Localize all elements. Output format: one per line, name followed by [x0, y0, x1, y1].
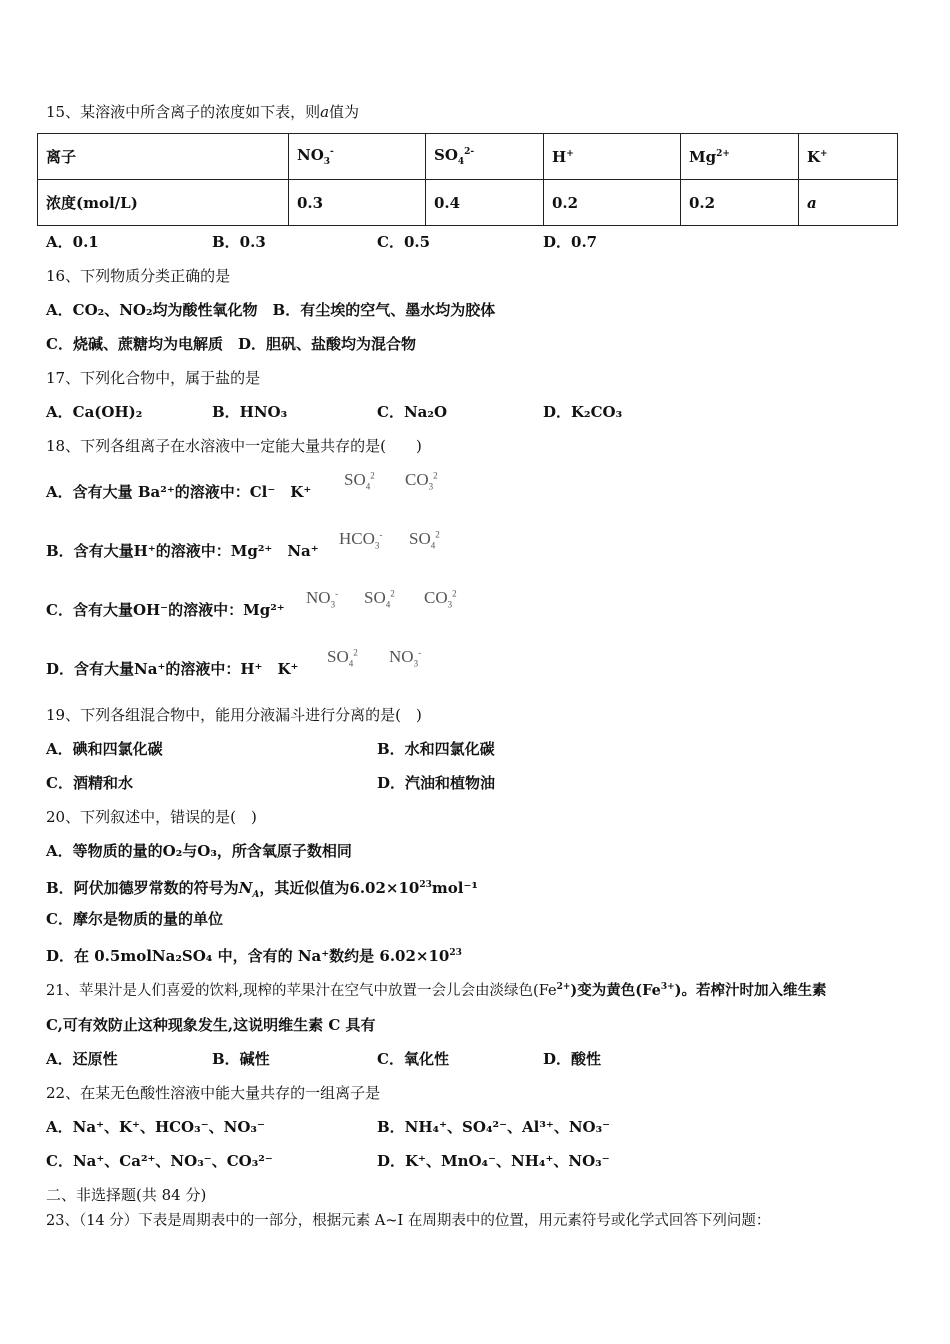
- q20-option-b[interactable]: B．阿伏加德罗常数的符号为$N_A$，其近似值为$6.02\times 10^{23}mol^{-1}$: [46, 879, 478, 900]
- q17-option-b[interactable]: B．HNO₃: [212, 403, 288, 421]
- ion-nitrate: $NO_3^-$: [289, 134, 426, 180]
- q21-option-a[interactable]: A．还原性: [46, 1050, 118, 1068]
- q18-a-sulfate: $SO_4^2$: [344, 470, 375, 492]
- q18-d-sulfate: $SO_4^2$: [327, 647, 358, 669]
- q21-option-c[interactable]: C．氧化性: [377, 1050, 449, 1068]
- q15-option-d[interactable]: D．0.7: [543, 233, 598, 251]
- q19-option-b[interactable]: B．水和四氯化碳: [377, 740, 495, 758]
- q16-stem: 16、下列物质分类正确的是: [46, 267, 231, 285]
- q17-stem: 17、下列化合物中，属于盐的是: [46, 369, 261, 387]
- q17-option-c[interactable]: C．Na₂O: [377, 403, 448, 421]
- q19-option-d[interactable]: D．汽油和植物油: [377, 774, 496, 792]
- q21-stem-line1: 21、苹果汁是人们喜爱的饮料,现榨的苹果汁在空气中放置一会儿会由淡绿色$(Fe^{2+})$变为黄色$(Fe^{3+})$。若榨汁时加入维生素: [46, 981, 827, 999]
- q15-option-a[interactable]: A．0.1: [46, 233, 99, 251]
- value-sulfate: 0.4: [426, 180, 544, 226]
- q18-option-a[interactable]: A．含有大量 Ba²⁺的溶液中：Cl⁻ K⁺: [46, 483, 312, 501]
- table-header-ion: 离子: [38, 134, 289, 180]
- q15-option-b[interactable]: B．0.3: [212, 233, 266, 251]
- ion-magnesium: $Mg^{2+}$: [681, 134, 799, 180]
- q20-stem: 20、下列叙述中，错误的是( ): [46, 808, 257, 826]
- q21-option-d[interactable]: D．酸性: [543, 1050, 602, 1068]
- q16-options-ab[interactable]: A．CO₂、NO₂均为酸性氧化物 B．有尘埃的空气、墨水均为胶体: [46, 301, 496, 319]
- ion-concentration-table: [37, 133, 898, 226]
- q22-option-a[interactable]: A．Na⁺、K⁺、HCO₃⁻、NO₃⁻: [46, 1118, 265, 1136]
- table-row-concentration: [38, 180, 898, 226]
- section-2-heading: 二、非选择题(共 84 分): [46, 1186, 207, 1204]
- q21-stem-line2: C,可有效防止这种现象发生,这说明维生素 C 具有: [46, 1016, 376, 1034]
- q20-option-a[interactable]: A．等物质的量的O₂与O₃，所含氧原子数相同: [46, 842, 352, 860]
- q18-stem: 18、下列各组离子在水溶液中一定能大量共存的是( ): [46, 437, 422, 455]
- q18-b-sulfate: $SO_4^2$: [409, 529, 440, 551]
- q22-option-b[interactable]: B．NH₄⁺、SO₄²⁻、Al³⁺、NO₃⁻: [377, 1118, 611, 1136]
- q18-a-carbonate: $CO_3^2$: [405, 470, 438, 492]
- value-nitrate: 0.3: [289, 180, 426, 226]
- value-magnesium: 0.2: [681, 180, 799, 226]
- q18-option-b[interactable]: B．含有大量H⁺的溶液中：Mg²⁺ Na⁺: [46, 542, 319, 560]
- q18-d-nitrate: $NO_3^-$: [389, 647, 422, 669]
- q16-options-cd[interactable]: C．烧碱、蔗糖均为电解质 D．胆矾、盐酸均为混合物: [46, 335, 416, 353]
- q22-stem: 22、在某无色酸性溶液中能大量共存的一组离子是: [46, 1084, 381, 1102]
- q15-stem: 15、某溶液中所含离子的浓度如下表，则a值为: [46, 103, 360, 121]
- q22-option-c[interactable]: C．Na⁺、Ca²⁺、NO₃⁻、CO₃²⁻: [46, 1152, 273, 1170]
- q20-option-c[interactable]: C．摩尔是物质的量的单位: [46, 910, 223, 928]
- q22-option-d[interactable]: D．K⁺、MnO₄⁻、NH₄⁺、NO₃⁻: [377, 1152, 610, 1170]
- q18-b-bicarbonate: $HCO_3^-$: [339, 529, 383, 551]
- q18-option-d[interactable]: D．含有大量Na⁺的溶液中：H⁺ K⁺: [46, 660, 299, 678]
- q23-stem: 23、（14 分）下表是周期表中的一部分，根据元素 A~I 在周期表中的位置，用元素符号或化学式回答下列问题：: [46, 1213, 771, 1229]
- ion-hydrogen: H+: [544, 134, 681, 180]
- q19-option-c[interactable]: C．酒精和水: [46, 774, 133, 792]
- value-hydrogen: 0.2: [544, 180, 681, 226]
- q21-option-b[interactable]: B．碱性: [212, 1050, 270, 1068]
- q18-c-carbonate: $CO_3^2$: [424, 588, 457, 610]
- table-row-ions: [38, 134, 898, 180]
- q15-option-c[interactable]: C．0.5: [377, 233, 431, 251]
- ion-sulfate: $SO_4^{2-}$: [426, 134, 544, 180]
- table-header-concentration: 浓度(mol/L): [38, 180, 289, 226]
- q18-option-c[interactable]: C．含有大量OH⁻的溶液中：Mg²⁺: [46, 601, 285, 619]
- q17-option-a[interactable]: A．Ca(OH)₂: [46, 403, 143, 421]
- q19-stem: 19、下列各组混合物中，能用分液漏斗进行分离的是( ): [46, 706, 422, 724]
- q20-option-d[interactable]: D．在 0.5molNa₂SO₄ 中，含有的 Na⁺数约是 $6.02\times 10^{23}$: [46, 947, 462, 965]
- ion-potassium: K+: [799, 134, 898, 180]
- value-potassium: a: [799, 180, 898, 226]
- q19-option-a[interactable]: A．碘和四氯化碳: [46, 740, 163, 758]
- q17-option-d[interactable]: D．K₂CO₃: [543, 403, 623, 421]
- q18-c-nitrate: $NO_3^-$: [306, 588, 339, 610]
- q18-c-sulfate: $SO_4^2$: [364, 588, 395, 610]
